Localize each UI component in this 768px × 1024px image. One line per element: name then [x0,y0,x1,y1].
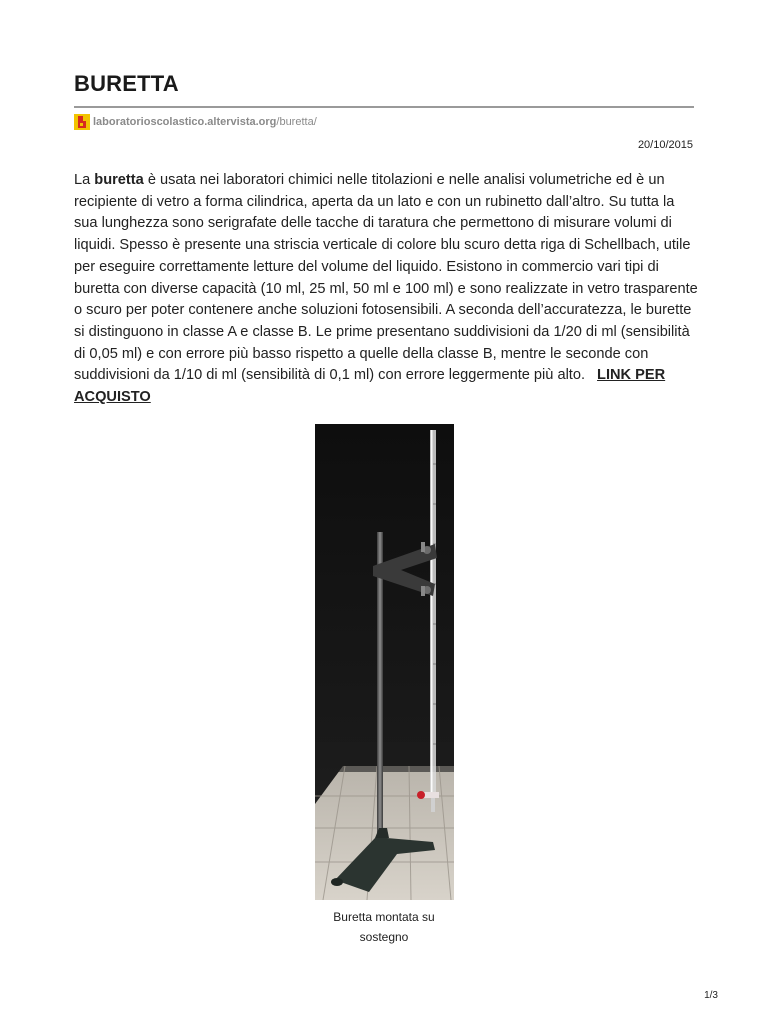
image-caption [284,907,484,947]
body-paragraph: è usata nei laboratori chimici nelle titolazioni e nelle analisi volumetriche ed è un recipiente di vetro a forma cilindrica, aperta da un lato e con un rubinetto dall’altro. Su tutta la sua lunghezza sono serigrafate delle tacche di taratura che permettono di misurare volumi di liquidi. Spesso è presente una striscia verticale di colore blu scuro detta riga di Schellbach, utile per eseguire correttamente letture del volume del liquido. Esistono in commercio vari tipi di buretta con diverse capacità (10 ml, 25 ml, 50 ml e 100 ml) e sono realizzate in vetro trasparente o scuro per poter contenere anche soluzioni fotosensibili. A seconda dell’accuratezza, le burette si distinguono in classe A e classe B. Le prime presentano suddivisioni da 1/20 di ml (sensibilità di 0,05 ml) e con errore più basso rispetto a quelle della classe B, mentre le seconde con suddivisioni da 1/10 di ml (sensibilità di 0,1 ml) con errore leggermente più alto. [74,172,698,384]
caption-line-1: Buretta montata su [333,910,435,924]
article-body [74,170,698,409]
purchase-link[interactable]: LINK PER ACQUISTO [74,367,666,406]
burette-photo [315,424,454,900]
body-keyword: buretta [94,172,144,188]
caption-line-2: sostegno [359,930,409,944]
page-indicator: 1/3 [704,990,718,1001]
title-divider [74,106,694,108]
body-intro: La [74,172,95,188]
burette-stand-image [315,424,454,900]
source-domain: laboratorioscolastico.altervista.org [93,116,277,128]
publish-date: 20/10/2015 [637,139,693,151]
source-url[interactable] [74,113,317,131]
page-title: BURETTA [74,71,179,96]
altervista-logo-icon [74,114,90,130]
source-path: /buretta/ [276,116,317,128]
